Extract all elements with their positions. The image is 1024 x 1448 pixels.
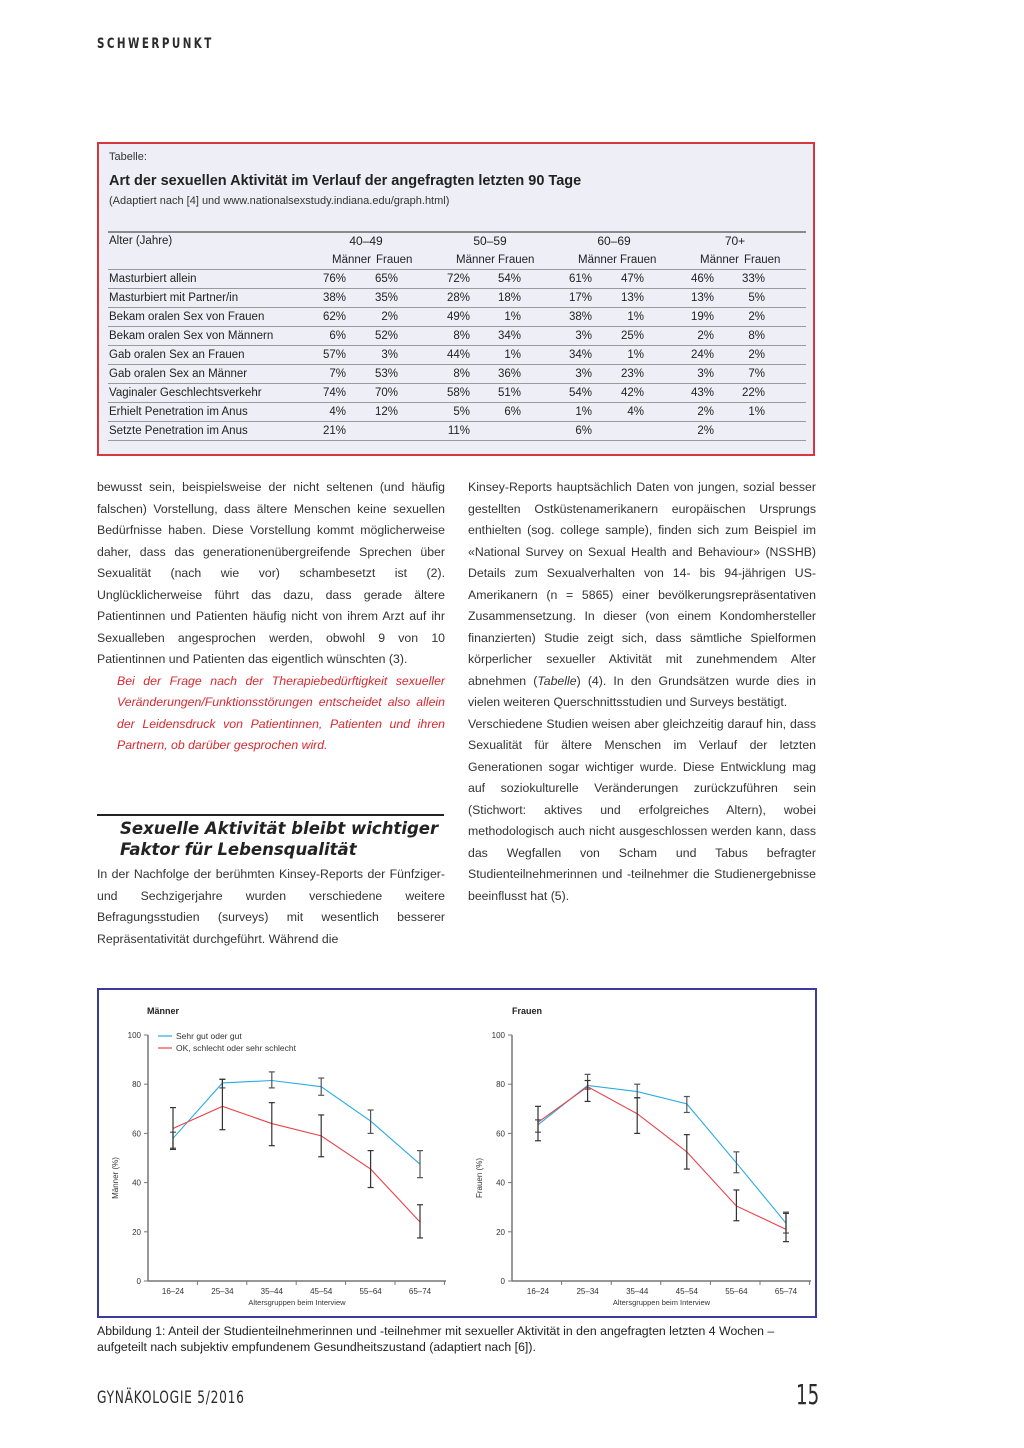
sex-header-women: Frauen — [376, 254, 413, 266]
series-line-good-health — [538, 1085, 786, 1223]
x-tick-label: 65–74 — [774, 1287, 798, 1296]
table-cell: 36% — [497, 368, 521, 380]
table-cell: 2% — [748, 349, 765, 361]
table-cell: 58% — [446, 387, 470, 399]
paragraph — [468, 477, 816, 714]
table-cell: 70% — [374, 387, 398, 399]
table-cell: 8% — [453, 368, 470, 380]
figure-box — [97, 988, 817, 1318]
table-cell: 74% — [322, 387, 346, 399]
sex-header-men: Männer — [700, 254, 739, 266]
table-cell: 1% — [575, 406, 592, 418]
x-tick-label: 45–54 — [310, 1287, 333, 1296]
table-cell: 22% — [741, 387, 765, 399]
x-tick-label: 16–24 — [526, 1287, 550, 1296]
y-tick-label: 0 — [136, 1277, 141, 1286]
table-cell: 1% — [504, 349, 521, 361]
table-cell: 1% — [748, 406, 765, 418]
row-divider — [108, 440, 806, 441]
table-reference: Tabelle — [537, 673, 577, 688]
x-tick-label: 16–24 — [161, 1287, 185, 1296]
table-cell: 8% — [748, 330, 765, 342]
table-cell: 34% — [568, 349, 592, 361]
paragraph: Verschiedene Studien weisen aber gleichzeitig darauf hin, dass Sexualität für ältere Menschen im Verlauf der letzten Generationen sogar wichtiger wurde. Diese Entwicklung mag auf soziokulturelle Veränderungen zurückzuführen sein (Stichwort: aktives und erfolgreiches Altern), wobei methodologisch auch nicht ausgeschlossen werden kann, dass das Wegfallen von Scham und Tabus befragter Studienteilnehmerinnen und -teilnehmer die Studienergebnisse beeinflusst hat (5). — [468, 716, 816, 903]
table-cell: 13% — [690, 292, 714, 304]
table-cell: 7% — [329, 368, 346, 380]
row-label: Gab oralen Sex an Frauen — [109, 349, 245, 361]
y-tick-label: 100 — [127, 1031, 141, 1040]
table-row — [108, 365, 806, 384]
table-cell: 5% — [748, 292, 765, 304]
table-row — [108, 384, 806, 403]
sex-header-men: Männer — [456, 254, 495, 266]
row-label: Setzte Penetration im Anus — [109, 425, 248, 437]
table-cell: 23% — [620, 368, 644, 380]
y-axis-label: Männer (%) — [111, 1157, 120, 1199]
table-cell: 5% — [453, 406, 470, 418]
x-tick-label: 55–64 — [359, 1287, 382, 1296]
y-tick-label: 60 — [132, 1129, 141, 1139]
row-label: Vaginaler Geschlechtsverkehr — [109, 387, 262, 399]
error-bar — [585, 1081, 591, 1102]
table-cell: 3% — [575, 330, 592, 342]
text-column-right — [468, 477, 816, 907]
y-tick-label: 100 — [491, 1031, 505, 1040]
error-bar — [684, 1097, 690, 1113]
error-bar — [219, 1079, 225, 1129]
table-cell: 25% — [620, 330, 644, 342]
table-row — [108, 308, 806, 327]
x-tick-label: 55–64 — [725, 1287, 748, 1296]
table-cell: 38% — [322, 292, 346, 304]
table-kicker: Tabelle: — [109, 151, 147, 163]
table-cell: 1% — [627, 311, 644, 323]
table-row — [108, 289, 806, 308]
table-cell: 6% — [329, 330, 346, 342]
figure-caption: Abbildung 1: Anteil der Studienteilnehmerinnen und -teilnehmer mit sexueller Aktivität in den angefragten letzten 4 Wochen – aufgeteilt nach subjektiv empfundenem Gesundheitszustand (adaptiert nach [6]). — [97, 1324, 775, 1354]
table-cell: 53% — [374, 368, 398, 380]
table-cell: 6% — [504, 406, 521, 418]
table-cell: 4% — [329, 406, 346, 418]
text-column-left-top — [97, 477, 445, 757]
error-bar — [417, 1205, 423, 1238]
y-tick-label: 40 — [496, 1178, 505, 1188]
series-line-good-health — [173, 1081, 420, 1165]
chart-title: Männer — [147, 1006, 180, 1016]
table-cell: 47% — [620, 273, 644, 285]
chart-title: Frauen — [512, 1006, 543, 1016]
table-cell: 13% — [620, 292, 644, 304]
sex-header-women: Frauen — [498, 254, 535, 266]
row-label: Bekam oralen Sex von Männern — [109, 330, 274, 342]
error-bar — [733, 1152, 739, 1173]
series-line-poor-health — [173, 1106, 420, 1222]
table-row — [108, 346, 806, 365]
x-tick-label: 25–34 — [576, 1287, 599, 1296]
text-column-left-bottom — [97, 864, 445, 950]
error-bar — [269, 1072, 275, 1088]
section-heading: Sexuelle Aktivität bleibt wichtiger Faktor für Lebensqualität — [120, 819, 439, 859]
table-cell: 8% — [453, 330, 470, 342]
pull-quote: Bei der Frage nach der Therapiebedürftigkeit sexueller Veränderungen/Funktionsstörungen entscheidet also allein der Leidensdruck von Patientinnen, Patienten und ihren Partnern, ob darüber gesprochen wird. — [117, 673, 445, 752]
table-cell: 54% — [497, 273, 521, 285]
age-group-header: 50–59 — [473, 234, 507, 248]
sex-header-women: Frauen — [620, 254, 657, 266]
table-cell: 76% — [322, 273, 346, 285]
table-cell: 33% — [741, 273, 765, 285]
table-cell: 54% — [568, 387, 592, 399]
x-axis-label: Altersgruppen beim Interview — [248, 1298, 346, 1307]
error-bar — [368, 1110, 374, 1133]
table-cell: 38% — [568, 311, 592, 323]
paragraph: bewusst sein, beispielsweise der nicht seltenen (und häufig falschen) Vorstellung, dass ältere Menschen keine sexuellen Bedürfnisse haben. Diese Vorstellung kommt möglicherweise daher, dass das generationenübergreifende Sprechen über Sexualität (nach wie vor) schambesetzt ist (2). Unglücklicherweise führt das dazu, dass gerade ältere Patientinnen und Patienten häufig nicht von ihrem Arzt auf ihr Sexualleben angesprochen werden, obwohl 9 von 10 Patientinnen und Patienten das eigentlich wünschten (3). — [97, 480, 445, 666]
table-cell: 65% — [374, 273, 398, 285]
row-label: Masturbiert mit Partner/in — [109, 292, 239, 304]
x-tick-label: 35–44 — [260, 1287, 283, 1296]
age-group-header: 40–49 — [349, 234, 383, 248]
table-cell: 2% — [381, 311, 398, 323]
table-cell: 72% — [446, 273, 470, 285]
table-cell: 34% — [497, 330, 521, 342]
table-cell: 52% — [374, 330, 398, 342]
row-label: Bekam oralen Sex von Frauen — [109, 311, 265, 323]
table-row — [108, 403, 806, 422]
table-cell: 11% — [447, 425, 470, 437]
table-cell: 4% — [627, 406, 644, 418]
table-cell: 19% — [690, 311, 714, 323]
legend-label: OK, schlecht oder sehr schlecht — [176, 1043, 297, 1053]
table-cell: 28% — [446, 292, 470, 304]
y-tick-label: 0 — [500, 1277, 505, 1286]
text-run: ) (4). In den Grundsätzen wurde dies in vielen weiteren Querschnittsstudien und Surveys bestätigt. — [468, 673, 816, 709]
text-run: Kinsey-Reports hauptsächlich Daten von jungen, sozial besser gestellten Ostküstenamerikanern europäischen Ursprungs enthielten (sog. college sample), finden sich zum Beispiel im «National Survey on Sexual Health and Behaviour» (NSSHB) Details zum Sexualverhalten von 14- bis 94-jährigen US-Amerikanern (n = 5865) einer bevölkerungsrepräsentativen Zusammensetzung. In dieser (von einem Kondomhersteller finanzierten) Studie zeigt sich, dass sämtliche Spielformen körperlicher sexueller Aktivität mit zunehmendem Alter abnehmen ( — [468, 480, 816, 688]
series-line-poor-health — [538, 1087, 786, 1230]
error-bar — [733, 1190, 739, 1221]
x-tick-label: 35–44 — [626, 1287, 649, 1296]
table-cell: 17% — [568, 292, 592, 304]
table-cell: 7% — [748, 368, 765, 380]
sex-header-women: Frauen — [744, 254, 781, 266]
table-subtitle: (Adaptiert nach [4] und www.nationalsexstudy.indiana.edu/graph.html) — [109, 195, 450, 207]
table-cell: 49% — [446, 311, 470, 323]
table-cell: 12% — [374, 406, 398, 418]
table-cell: 3% — [381, 349, 398, 361]
table-cell: 51% — [497, 387, 521, 399]
table-cell: 1% — [627, 349, 644, 361]
row-header-label: Alter (Jahre) — [109, 235, 173, 247]
y-tick-label: 40 — [132, 1178, 141, 1188]
section-divider — [97, 814, 444, 816]
table-cell: 42% — [620, 387, 644, 399]
chart-panel-frauen — [475, 1006, 811, 1307]
age-group-header: 60–69 — [597, 234, 631, 248]
table-row — [108, 270, 806, 289]
sex-header-men: Männer — [578, 254, 617, 266]
row-label: Gab oralen Sex an Männer — [109, 368, 248, 380]
table-title: Art der sexuellen Aktivität im Verlauf der angefragten letzten 90 Tage — [109, 173, 582, 189]
row-label: Erhielt Penetration im Anus — [109, 406, 248, 418]
y-tick-label: 20 — [496, 1227, 505, 1237]
table-cell: 6% — [575, 425, 592, 437]
table-cell: 2% — [697, 425, 714, 437]
table-cell: 61% — [568, 273, 592, 285]
table-cell: 57% — [322, 349, 346, 361]
table-header-row — [108, 232, 806, 266]
footer-journal: GYNÄKOLOGIE 5/2016 — [97, 1388, 245, 1408]
table-cell: 35% — [374, 292, 398, 304]
x-tick-label: 45–54 — [675, 1287, 698, 1296]
age-group-header: 70+ — [724, 234, 746, 248]
table-cell: 43% — [690, 387, 714, 399]
table-row — [108, 422, 806, 441]
section-label: SCHWERPUNKT — [97, 36, 214, 52]
table-row — [108, 327, 806, 346]
table-cell: 1% — [504, 311, 521, 323]
table-cell: 3% — [697, 368, 714, 380]
x-tick-label: 25–34 — [211, 1287, 234, 1296]
chart-panel-maenner — [111, 1006, 446, 1307]
y-tick-label: 80 — [132, 1080, 141, 1090]
page-number: 15 — [796, 1378, 820, 1411]
error-bar — [783, 1213, 789, 1241]
table-cell: 46% — [690, 273, 714, 285]
y-axis-label: Frauen (%) — [475, 1157, 484, 1199]
x-axis-label: Altersgruppen beim Interview — [612, 1298, 711, 1307]
paragraph: In der Nachfolge der berühmten Kinsey-Reports der Fünfziger- und Sechzigerjahre wurden verschiedene weitere Befragungsstudien (surveys) mit wesentlich besserer Repräsentativität durchgeführt. Während die — [97, 867, 445, 946]
legend-label: Sehr gut oder gut — [176, 1031, 242, 1041]
table-cell: 18% — [497, 292, 521, 304]
table-cell: 21% — [322, 425, 346, 437]
table-cell: 3% — [575, 368, 592, 380]
row-label: Masturbiert allein — [109, 273, 197, 285]
y-tick-label: 20 — [132, 1227, 141, 1237]
table-cell: 2% — [697, 406, 714, 418]
y-tick-label: 60 — [496, 1129, 505, 1139]
data-table-box — [97, 142, 815, 456]
y-tick-label: 80 — [496, 1080, 505, 1090]
sex-header-men: Männer — [332, 254, 371, 266]
table-cell: 62% — [322, 311, 346, 323]
table-cell: 24% — [690, 349, 714, 361]
figure-charts — [99, 990, 815, 1316]
table-cell: 44% — [446, 349, 470, 361]
table-cell: 2% — [748, 311, 765, 323]
table-cell: 2% — [697, 330, 714, 342]
x-tick-label: 65–74 — [408, 1287, 432, 1296]
